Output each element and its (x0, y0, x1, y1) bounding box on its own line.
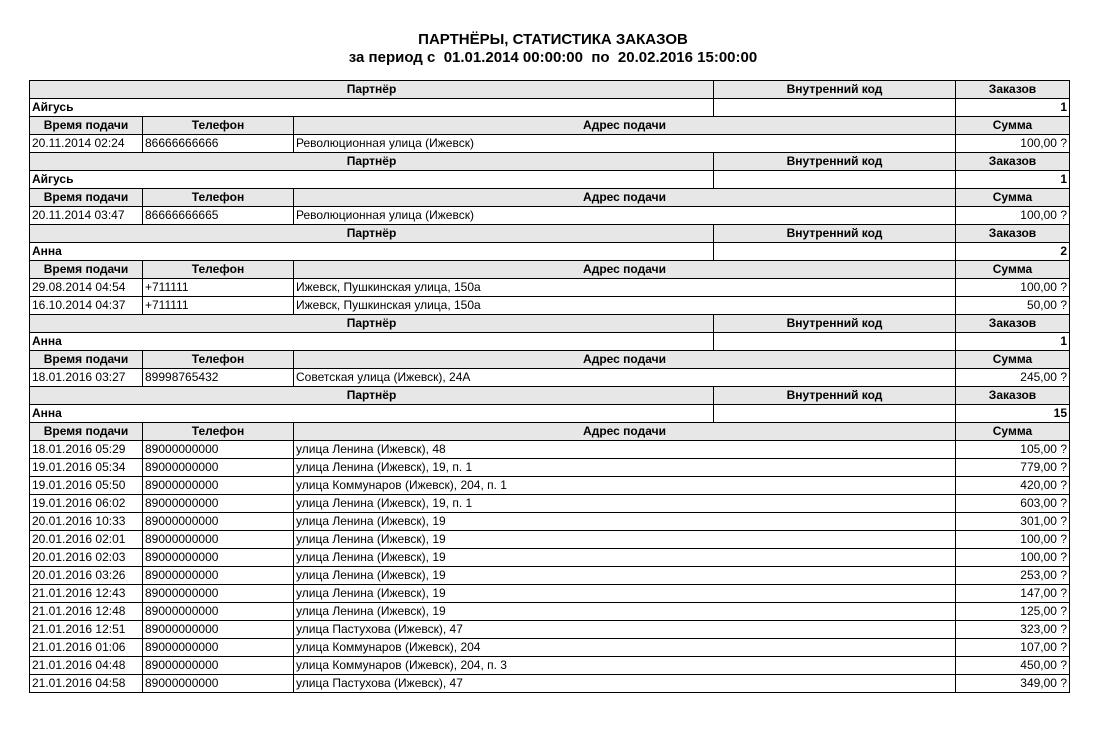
order-address: Ижевск, Пушкинская улица, 150а (294, 279, 956, 297)
order-row (30, 567, 1070, 585)
order-row (30, 657, 1070, 675)
order-address: улица Пастухова (Ижевск), 47 (294, 621, 956, 639)
partner-name: Айгусь (30, 99, 714, 117)
order-address: улица Ленина (Ижевск), 19 (294, 585, 956, 603)
order-address: улица Коммунаров (Ижевск), 204 (294, 639, 956, 657)
order-row (30, 531, 1070, 549)
order-row (30, 675, 1070, 693)
time-column-header: Время подачи (30, 351, 143, 369)
order-phone: +711111 (143, 297, 294, 315)
order-phone: 89000000000 (143, 549, 294, 567)
sum-column-header: Сумма (956, 189, 1070, 207)
order-phone: 89000000000 (143, 675, 294, 693)
partner-internal-code (714, 99, 956, 117)
period-to-label: по (591, 49, 610, 66)
sum-column-header: Сумма (956, 351, 1070, 369)
order-sum: 420,00 ? (956, 477, 1070, 495)
time-column-header: Время подачи (30, 423, 143, 441)
partner-orders-count: 2 (956, 243, 1070, 261)
orders-column-header: Заказов (956, 81, 1070, 99)
order-phone: 89000000000 (143, 621, 294, 639)
order-sum: 323,00 ? (956, 621, 1070, 639)
order-sum: 301,00 ? (956, 513, 1070, 531)
order-sum: 100,00 ? (956, 279, 1070, 297)
order-sum: 349,00 ? (956, 675, 1070, 693)
order-phone: 89000000000 (143, 531, 294, 549)
order-row (30, 585, 1070, 603)
order-time: 18.01.2016 03:27 (30, 369, 143, 387)
order-time: 21.01.2016 12:48 (30, 603, 143, 621)
report-period (0, 49, 1100, 67)
order-row (30, 639, 1070, 657)
partner-header-row (30, 387, 1070, 405)
order-sum: 779,00 ? (956, 459, 1070, 477)
internal-code-column-header: Внутренний код (714, 387, 956, 405)
order-sum: 147,00 ? (956, 585, 1070, 603)
order-phone: 89000000000 (143, 459, 294, 477)
order-row (30, 621, 1070, 639)
period-label: за период с (348, 49, 436, 66)
order-row (30, 369, 1070, 387)
order-sum: 125,00 ? (956, 603, 1070, 621)
partner-orders-count: 15 (956, 405, 1070, 423)
order-phone: 89000000000 (143, 477, 294, 495)
order-time: 19.01.2016 06:02 (30, 495, 143, 513)
order-row (30, 297, 1070, 315)
order-time: 20.11.2014 03:47 (30, 207, 143, 225)
partners-orders-table (29, 80, 1070, 693)
order-address: улица Ленина (Ижевск), 19 (294, 513, 956, 531)
time-column-header: Время подачи (30, 189, 143, 207)
order-row (30, 513, 1070, 531)
sum-column-header: Сумма (956, 117, 1070, 135)
partner-column-header: Партнёр (30, 225, 714, 243)
address-column-header: Адрес подачи (294, 423, 956, 441)
order-address: Революционная улица (Ижевск) (294, 207, 956, 225)
partner-orders-count: 1 (956, 99, 1070, 117)
partner-row (30, 405, 1070, 423)
partner-row (30, 99, 1070, 117)
partner-orders-count: 1 (956, 171, 1070, 189)
partner-column-header: Партнёр (30, 81, 714, 99)
order-phone: 89000000000 (143, 639, 294, 657)
partner-internal-code (714, 405, 956, 423)
order-row (30, 495, 1070, 513)
order-row (30, 459, 1070, 477)
order-address: Революционная улица (Ижевск) (294, 135, 956, 153)
order-time: 19.01.2016 05:34 (30, 459, 143, 477)
report-header (0, 31, 1100, 67)
order-phone: 89998765432 (143, 369, 294, 387)
orders-header-row (30, 351, 1070, 369)
partner-name: Анна (30, 243, 714, 261)
partner-name: Айгусь (30, 171, 714, 189)
order-address: улица Ленина (Ижевск), 48 (294, 441, 956, 459)
order-row (30, 549, 1070, 567)
order-time: 19.01.2016 05:50 (30, 477, 143, 495)
order-phone: 89000000000 (143, 513, 294, 531)
phone-column-header: Телефон (143, 117, 294, 135)
orders-header-row (30, 117, 1070, 135)
order-time: 20.11.2014 02:24 (30, 135, 143, 153)
sum-column-header: Сумма (956, 261, 1070, 279)
internal-code-column-header: Внутренний код (714, 315, 956, 333)
order-time: 20.01.2016 03:26 (30, 567, 143, 585)
order-row (30, 603, 1070, 621)
order-address: Советская улица (Ижевск), 24А (294, 369, 956, 387)
order-time: 20.01.2016 02:01 (30, 531, 143, 549)
order-row (30, 477, 1070, 495)
phone-column-header: Телефон (143, 351, 294, 369)
order-row (30, 279, 1070, 297)
order-time: 21.01.2016 12:51 (30, 621, 143, 639)
order-time: 20.01.2016 02:03 (30, 549, 143, 567)
address-column-header: Адрес подачи (294, 261, 956, 279)
order-sum: 100,00 ? (956, 549, 1070, 567)
partner-name: Анна (30, 333, 714, 351)
order-sum: 107,00 ? (956, 639, 1070, 657)
partner-orders-count: 1 (956, 333, 1070, 351)
order-sum: 105,00 ? (956, 441, 1070, 459)
partner-name: Анна (30, 405, 714, 423)
orders-header-row (30, 261, 1070, 279)
period-to: 20.02.2016 15:00:00 (617, 49, 758, 66)
partner-row (30, 333, 1070, 351)
partner-column-header: Партнёр (30, 387, 714, 405)
address-column-header: Адрес подачи (294, 189, 956, 207)
order-time: 29.08.2014 04:54 (30, 279, 143, 297)
orders-column-header: Заказов (956, 387, 1070, 405)
order-time: 18.01.2016 05:29 (30, 441, 143, 459)
order-address: улица Ленина (Ижевск), 19 (294, 567, 956, 585)
order-address: улица Ленина (Ижевск), 19 (294, 549, 956, 567)
phone-column-header: Телефон (143, 261, 294, 279)
order-row (30, 207, 1070, 225)
address-column-header: Адрес подачи (294, 117, 956, 135)
phone-column-header: Телефон (143, 189, 294, 207)
order-phone: 89000000000 (143, 585, 294, 603)
time-column-header: Время подачи (30, 117, 143, 135)
partner-column-header: Партнёр (30, 153, 714, 171)
order-time: 21.01.2016 01:06 (30, 639, 143, 657)
period-from: 01.01.2014 00:00:00 (443, 49, 583, 66)
order-row (30, 135, 1070, 153)
orders-column-header: Заказов (956, 225, 1070, 243)
order-phone: 86666666665 (143, 207, 294, 225)
report-title: ПАРТНЁРЫ, СТАТИСТИКА ЗАКАЗОВ (418, 31, 688, 48)
partner-header-row (30, 81, 1070, 99)
order-sum: 603,00 ? (956, 495, 1070, 513)
order-phone: 89000000000 (143, 567, 294, 585)
partner-column-header: Партнёр (30, 315, 714, 333)
address-column-header: Адрес подачи (294, 351, 956, 369)
order-sum: 245,00 ? (956, 369, 1070, 387)
order-address: улица Ленина (Ижевск), 19, п. 1 (294, 459, 956, 477)
partner-header-row (30, 315, 1070, 333)
internal-code-column-header: Внутренний код (714, 153, 956, 171)
sum-column-header: Сумма (956, 423, 1070, 441)
order-address: улица Пастухова (Ижевск), 47 (294, 675, 956, 693)
time-column-header: Время подачи (30, 261, 143, 279)
order-row (30, 441, 1070, 459)
order-sum: 450,00 ? (956, 657, 1070, 675)
order-phone: +711111 (143, 279, 294, 297)
order-phone: 89000000000 (143, 657, 294, 675)
partner-row (30, 243, 1070, 261)
partner-internal-code (714, 171, 956, 189)
partner-internal-code (714, 333, 956, 351)
order-sum: 100,00 ? (956, 135, 1070, 153)
partner-internal-code (714, 243, 956, 261)
order-address: улица Ленина (Ижевск), 19, п. 1 (294, 495, 956, 513)
order-time: 21.01.2016 04:48 (30, 657, 143, 675)
order-address: улица Ленина (Ижевск), 19 (294, 531, 956, 549)
order-address: улица Ленина (Ижевск), 19 (294, 603, 956, 621)
partner-row (30, 171, 1070, 189)
order-phone: 89000000000 (143, 495, 294, 513)
order-phone: 89000000000 (143, 441, 294, 459)
order-address: Ижевск, Пушкинская улица, 150а (294, 297, 956, 315)
order-phone: 89000000000 (143, 603, 294, 621)
order-address: улица Коммунаров (Ижевск), 204, п. 1 (294, 477, 956, 495)
order-sum: 100,00 ? (956, 531, 1070, 549)
internal-code-column-header: Внутренний код (714, 225, 956, 243)
order-address: улица Коммунаров (Ижевск), 204, п. 3 (294, 657, 956, 675)
order-time: 16.10.2014 04:37 (30, 297, 143, 315)
orders-column-header: Заказов (956, 153, 1070, 171)
partner-header-row (30, 225, 1070, 243)
order-sum: 50,00 ? (956, 297, 1070, 315)
order-time: 21.01.2016 12:43 (30, 585, 143, 603)
internal-code-column-header: Внутренний код (714, 81, 956, 99)
order-sum: 253,00 ? (956, 567, 1070, 585)
phone-column-header: Телефон (143, 423, 294, 441)
orders-header-row (30, 423, 1070, 441)
order-time: 20.01.2016 10:33 (30, 513, 143, 531)
partner-header-row (30, 153, 1070, 171)
order-sum: 100,00 ? (956, 207, 1070, 225)
order-time: 21.01.2016 04:58 (30, 675, 143, 693)
orders-header-row (30, 189, 1070, 207)
orders-column-header: Заказов (956, 315, 1070, 333)
order-phone: 86666666666 (143, 135, 294, 153)
